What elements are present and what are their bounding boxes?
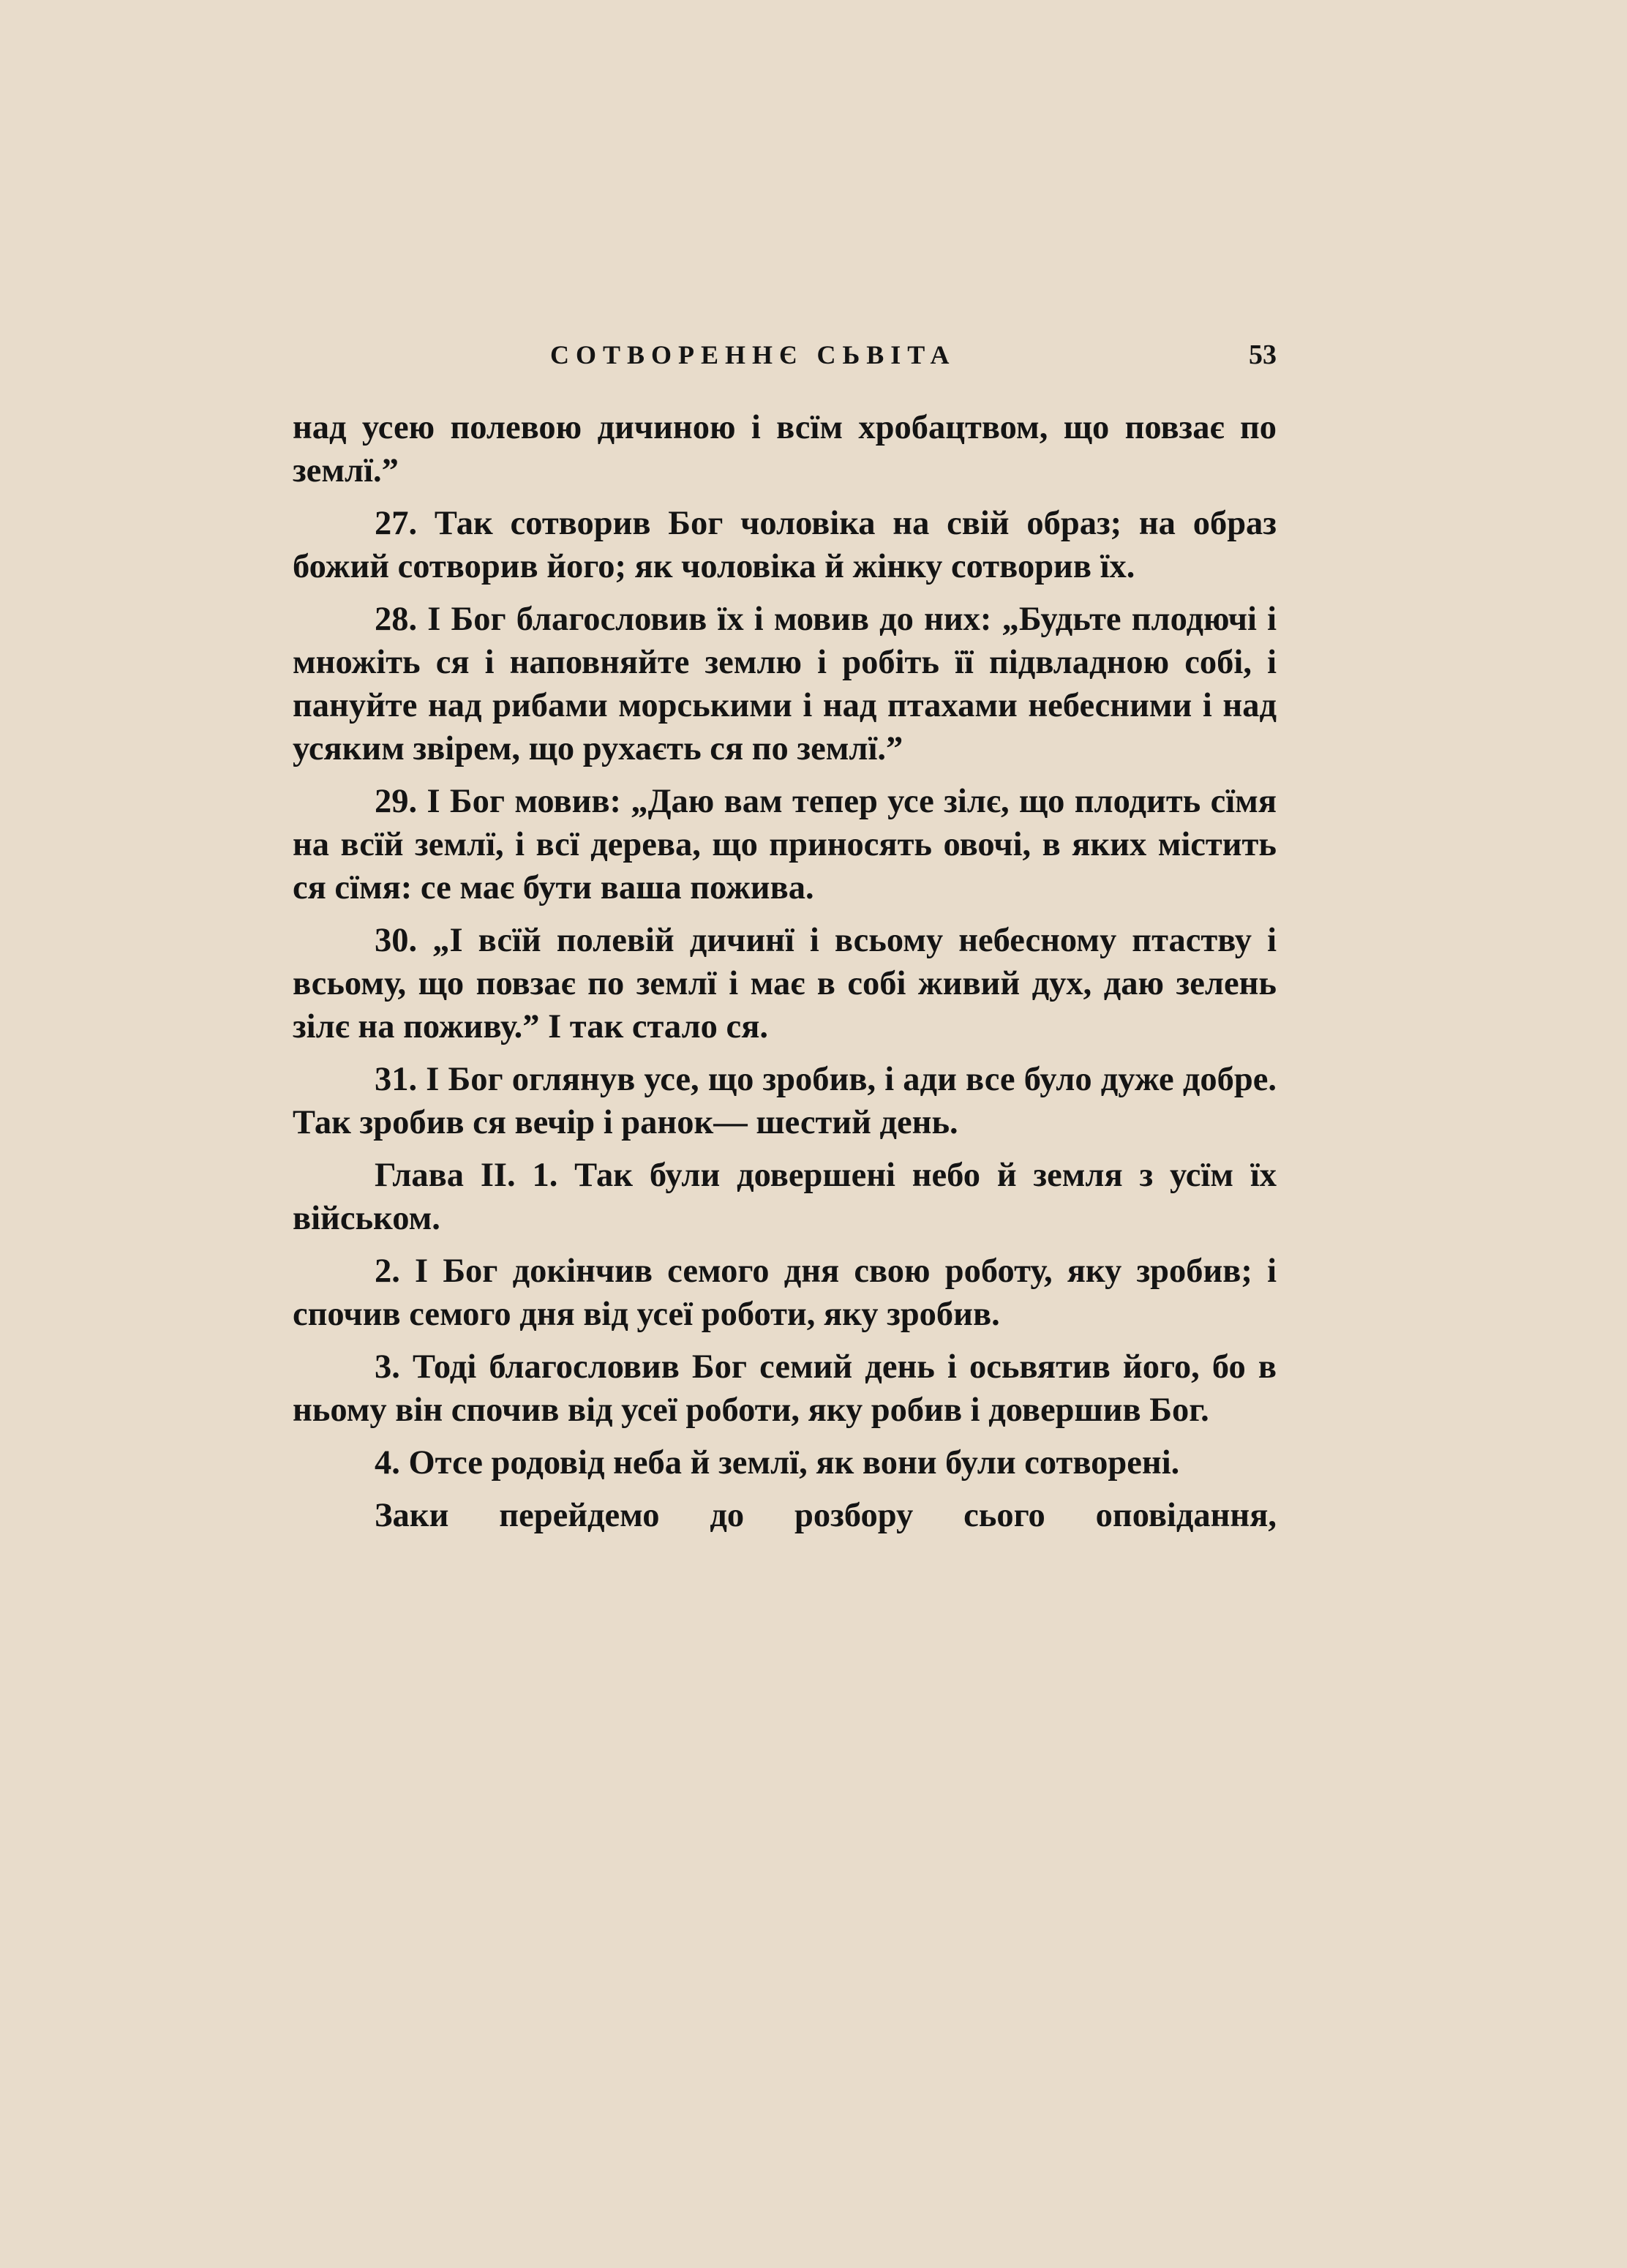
chapter-2-verse-2: 2. І Бог докінчив семого дня свою роботу, яку зробив; і спочив семого дня від усеї роботи, яку зробив. bbox=[293, 1253, 1277, 1333]
verse-29: 29. І Бог мовив: „Даю вам тепер усе зілє, що плодить сїмя на всїй землї, і всї дерева, що приносять овочі, в яких містить ся сїмя: се має бути ваша пожива. bbox=[293, 783, 1277, 906]
commentary-paragraph: Заки перейдемо до розбору сього оповідання, bbox=[375, 1497, 1277, 1534]
running-head bbox=[293, 333, 1277, 377]
chapter-2-verse-4: 4. Отсе родовід неба й землї, як вони були сотворені. bbox=[375, 1444, 1180, 1482]
body-text bbox=[293, 406, 1277, 1547]
chapter-2-verse-3: 3. Тоді благословив Бог семий день і осьвятив його, бо в ньому він спочив від усеї роботи, яку робив і довершив Бог. bbox=[293, 1348, 1277, 1429]
verse-27: 27. Так сотворив Бог чоловіка на свій образ; на образ божий сотворив його; як чоловіка й жінку сотворив їх. bbox=[293, 505, 1277, 585]
paragraph-continuation: над усею полевою дичиною і всїм хробацтвом, що повзає по землї.” bbox=[293, 409, 1277, 489]
page-number: 53 bbox=[1249, 339, 1277, 370]
verse-31: 31. І Бог оглянув усе, що зробив, і ади все було дуже добре. Так зробив ся вечір і ранок— шестий день. bbox=[293, 1061, 1277, 1141]
chapter-2-verse-1: Глава II. 1. Так були довершені небо й земля з усїм їх військом. bbox=[293, 1157, 1277, 1237]
running-title: СОТВОРЕННЄ СЬВІТА bbox=[550, 340, 956, 369]
verse-30: 30. „І всїй полевій дичинї і всьому небесному птаству і всьому, що повзає по землї і має в собі живий дух, даю зелень зілє на поживу.” І так стало ся. bbox=[293, 922, 1277, 1045]
verse-28: 28. І Бог благословив їх і мовив до них: „Будьте плодючі і множіть ся і наповняйте землю і робіть її підвладною собі, і пануйте над рибами морськими і над птахами небесними і над усяким звірем, що рухаєть ся по землї.” bbox=[293, 601, 1277, 767]
